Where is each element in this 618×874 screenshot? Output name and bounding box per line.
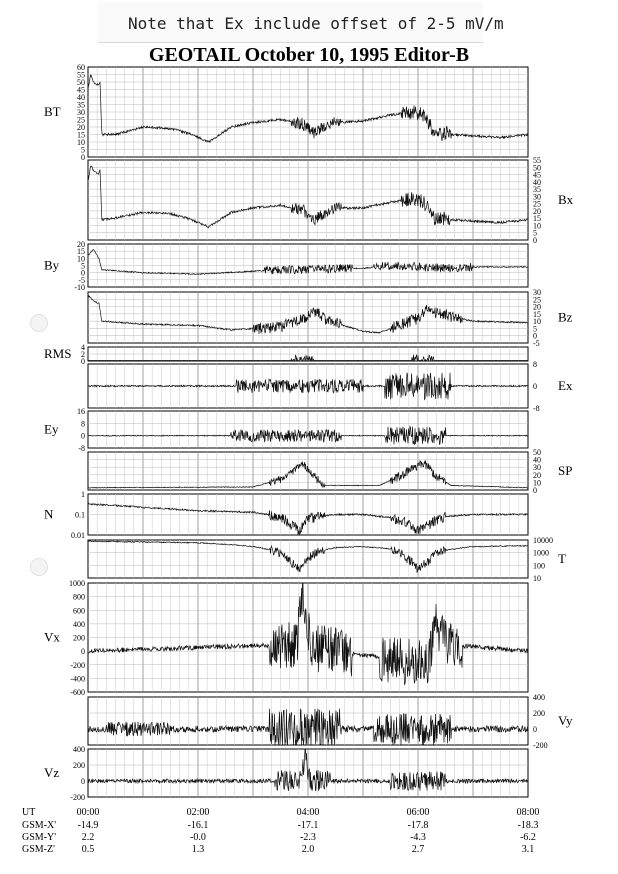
y-tick-label: 15 [77, 247, 85, 257]
axis-row-value: -17.1 [297, 820, 319, 831]
axis-row-value: 2.7 [411, 844, 425, 855]
axis-row-value: -4.3 [410, 832, 426, 843]
panel-label: Bx [558, 192, 574, 207]
panel-label: Vy [558, 713, 573, 728]
y-tick-label: 0 [533, 382, 537, 391]
y-tick-label: -200 [533, 741, 548, 750]
y-tick-label: 45 [77, 85, 85, 95]
y-tick-label: 30 [77, 108, 85, 117]
panel-label: Vx [44, 629, 60, 645]
y-tick-label: 200 [73, 633, 85, 643]
panel-by [44, 240, 528, 292]
y-tick-label: 55 [77, 70, 85, 80]
y-tick-label: 15 [77, 130, 85, 140]
panel-bt [44, 63, 528, 162]
y-tick-label: 8 [533, 360, 537, 369]
panel-label: BT [44, 104, 61, 119]
y-tick-label: 5 [533, 228, 537, 238]
panel-vx [44, 579, 528, 697]
y-tick-label: 10 [533, 317, 541, 327]
panel-vz [44, 745, 528, 802]
y-tick-label: 600 [73, 606, 85, 616]
y-tick-label: 25 [77, 115, 85, 125]
panel-t [88, 536, 566, 583]
y-tick-label: -5 [533, 339, 540, 348]
y-tick-label: 15 [533, 309, 541, 319]
y-tick-label: 0 [81, 357, 85, 366]
axis-row-value: 2.0 [301, 844, 315, 855]
y-tick-label: 10000 [533, 536, 553, 545]
y-tick-label: 100 [533, 561, 545, 571]
y-tick-label: 10 [77, 138, 85, 147]
panel-label: Ey [44, 421, 59, 437]
y-tick-label: 2 [81, 350, 85, 359]
panel-label: SP [558, 463, 573, 478]
y-tick-label: 0.1 [75, 510, 85, 520]
panel-bz [88, 288, 573, 348]
axis-row-value: -0.0 [190, 832, 206, 843]
y-tick-label: 50 [533, 163, 541, 173]
panel-ex [88, 360, 573, 413]
panel-label: Vz [44, 765, 60, 780]
y-tick-label: 400 [533, 693, 545, 702]
y-tick-label: 10 [533, 478, 541, 488]
y-tick-label: 40 [77, 93, 85, 102]
y-tick-label: 0 [81, 153, 85, 162]
y-tick-label: 5 [81, 145, 85, 155]
y-tick-label: 5 [81, 261, 85, 271]
y-tick-label: -8 [533, 404, 540, 413]
y-tick-label: 0 [81, 777, 85, 786]
y-tick-label: -200 [70, 660, 85, 670]
axis-row-value: 0.5 [81, 844, 95, 855]
panel-sp [88, 448, 572, 495]
y-tick-label: 35 [77, 100, 85, 110]
axis-row-value: -17.8 [407, 820, 429, 831]
panel-bx [88, 156, 574, 245]
panel-n [44, 490, 528, 540]
y-tick-label: 400 [73, 619, 85, 629]
y-tick-label: 55 [533, 156, 541, 165]
y-tick-label: 4 [81, 343, 85, 352]
y-tick-label: 8 [81, 419, 85, 429]
axis-row-value: 04:00 [296, 807, 320, 818]
axis-row-value: 06:00 [406, 807, 430, 818]
y-tick-label: 30 [533, 463, 541, 473]
y-tick-label: 60 [77, 63, 85, 72]
y-tick-label: -400 [70, 674, 85, 684]
y-tick-label: 40 [533, 177, 541, 187]
y-tick-label: 25 [533, 295, 541, 305]
y-tick-label: 40 [533, 455, 541, 465]
y-tick-label: 20 [77, 240, 85, 249]
y-tick-label: 5 [533, 324, 537, 334]
y-tick-label: 50 [77, 78, 85, 87]
panel-label: Ex [558, 378, 573, 393]
panel-rms [44, 343, 528, 366]
axis-row-value: 00:00 [76, 807, 100, 818]
page-title: GEOTAIL October 10, 1995 Editor-B [148, 44, 470, 66]
y-tick-label: 1 [81, 490, 85, 499]
y-tick-label: 50 [533, 448, 541, 457]
y-tick-label: 400 [73, 745, 85, 754]
y-tick-label: 0 [81, 647, 85, 657]
y-tick-label: 30 [533, 192, 541, 202]
axis-row-label: GSM-X' [22, 820, 57, 831]
y-tick-label: 10 [533, 221, 541, 231]
y-tick-label: 20 [533, 302, 541, 312]
axis-row-label: UT [22, 807, 36, 818]
panel-vy [88, 693, 573, 750]
y-tick-label: 1000 [533, 548, 549, 558]
y-tick-label: 0 [533, 236, 537, 245]
y-tick-label: 200 [73, 761, 85, 770]
y-tick-label: 0 [533, 725, 537, 734]
y-tick-label: 0 [81, 268, 85, 278]
panel-label: T [558, 551, 566, 566]
y-tick-label: 0 [81, 431, 85, 441]
y-tick-label: 15 [533, 214, 541, 224]
y-tick-label: 25 [533, 199, 541, 209]
axis-row-value: 3.1 [521, 844, 535, 855]
y-tick-label: 45 [533, 170, 541, 180]
y-tick-label: 0 [533, 486, 537, 495]
axis-row-value: -18.3 [517, 820, 539, 831]
axis-row-value: 2.2 [81, 832, 95, 843]
y-tick-label: 30 [533, 288, 541, 297]
y-tick-label: 1000 [69, 579, 85, 588]
y-tick-label: -8 [78, 444, 85, 453]
y-tick-label: 10 [533, 574, 541, 583]
panel-label: Bz [558, 309, 573, 325]
y-tick-label: -5 [78, 275, 85, 285]
axis-row-value: 1.3 [191, 844, 205, 855]
y-tick-label: -600 [70, 688, 85, 697]
panel-label: RMS [44, 346, 72, 361]
y-tick-label: 10 [77, 254, 85, 264]
offset-note: Note that Ex include offset of 2-5 mV/m [128, 14, 504, 33]
axis-row-value: 02:00 [186, 807, 210, 818]
axis-row-label: GSM-Y' [22, 832, 57, 843]
y-tick-label: 200 [533, 709, 545, 718]
y-tick-label: 0 [533, 331, 537, 341]
panel-label: By [44, 257, 60, 273]
y-tick-label: 0.01 [71, 531, 85, 540]
axis-row-value: -14.9 [77, 820, 99, 831]
y-tick-label: -10 [74, 283, 85, 292]
axis-row-value: -2.3 [300, 832, 316, 843]
axis-row-label: GSM-Z' [22, 844, 55, 855]
axis-row-value: 08:00 [516, 807, 540, 818]
panel-label: N [44, 506, 54, 522]
y-tick-label: 800 [73, 592, 85, 602]
y-tick-label: 16 [77, 407, 85, 416]
axis-row-value: -16.1 [187, 820, 209, 831]
y-tick-label: 20 [533, 470, 541, 480]
y-tick-label: 20 [77, 123, 85, 132]
axis-row-value: -6.2 [520, 832, 536, 843]
panel-ey [44, 407, 528, 453]
y-tick-label: 35 [533, 185, 541, 195]
y-tick-label: 20 [533, 206, 541, 216]
y-tick-label: -200 [70, 793, 85, 802]
